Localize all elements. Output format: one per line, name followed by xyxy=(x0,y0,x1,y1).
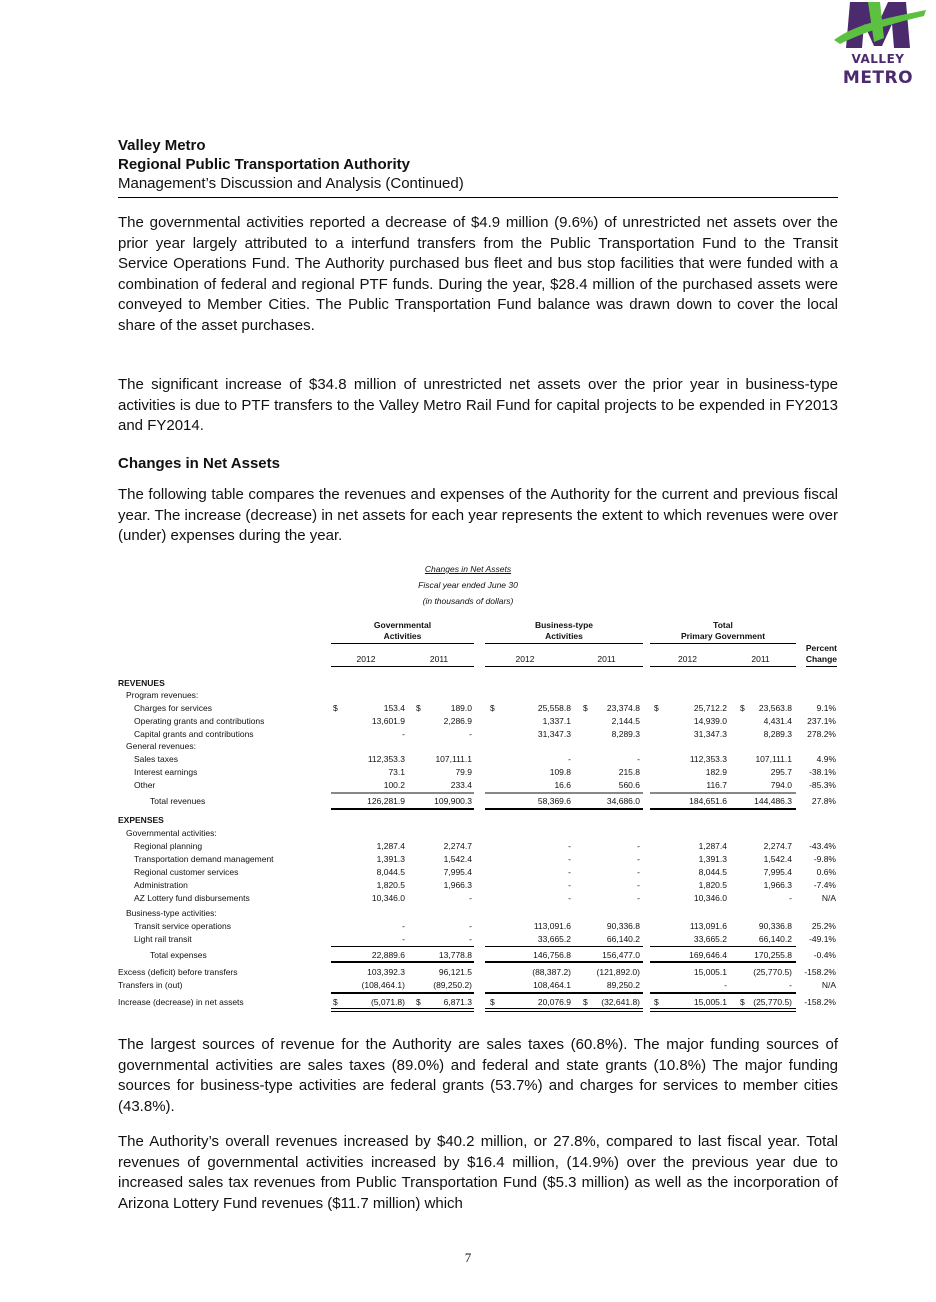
logo-valley-text: VALLEY xyxy=(851,52,905,66)
col-group-business-line2: Activities xyxy=(545,631,583,641)
cell-pct: 4.9% xyxy=(816,754,836,764)
dollar-sign: $ xyxy=(654,703,659,713)
cell-g11: 7,995.4 xyxy=(443,867,472,877)
rule xyxy=(331,946,474,947)
cell-g11: - xyxy=(469,934,472,944)
cell-b12: 108,464.1 xyxy=(533,980,571,990)
cell-t11: 107,111.1 xyxy=(755,754,792,764)
cell-g11: 6,871.3 xyxy=(443,997,472,1007)
cell-g12: 10,346.0 xyxy=(371,893,405,903)
cell-g12: 22,889.6 xyxy=(371,950,405,960)
cell-pct: -158.2% xyxy=(804,997,836,1007)
col-percent: Percent xyxy=(805,643,837,653)
cell-g12: 1,391.3 xyxy=(376,854,405,864)
dollar-sign: $ xyxy=(490,997,495,1007)
cell-t12: 14,939.0 xyxy=(693,716,727,726)
cell-t12: 182.9 xyxy=(705,767,727,777)
rule xyxy=(650,992,796,994)
year-tot-2012: 2012 xyxy=(678,654,697,664)
cell-b11: (121,892.0) xyxy=(596,967,640,977)
cell-t12: 1,287.4 xyxy=(698,841,727,851)
authority-name: Regional Public Transportation Authority xyxy=(118,156,410,173)
cell-t12: 184,651.6 xyxy=(689,796,727,806)
cell-b11: - xyxy=(637,754,640,764)
cell-b12: 109.8 xyxy=(549,767,571,777)
row-label: Capital grants and contributions xyxy=(134,729,254,739)
cell-b11: 8,289.3 xyxy=(611,729,640,739)
cell-g12: 8,044.5 xyxy=(376,867,405,877)
cell-b12: 1,337.1 xyxy=(542,716,571,726)
table-subtitle-units: (in thousands of dollars) xyxy=(422,596,514,606)
rule xyxy=(650,808,796,810)
cell-t11: 4,431.4 xyxy=(763,716,792,726)
rule xyxy=(485,1011,643,1012)
dollar-sign: $ xyxy=(416,703,421,713)
dollar-sign: $ xyxy=(333,703,338,713)
rule xyxy=(806,666,837,667)
rule xyxy=(650,643,796,644)
cell-b12: - xyxy=(568,841,571,851)
rule xyxy=(331,1008,474,1009)
cell-b12: 33,665.2 xyxy=(537,934,571,944)
cell-t11: (25,770.5) xyxy=(753,997,792,1007)
col-group-gov: Governmental xyxy=(373,620,432,630)
cell-t11: 2,274.7 xyxy=(763,841,792,851)
year-tot-2011: 2011 xyxy=(751,654,770,664)
cell-t11: 1,966.3 xyxy=(763,880,792,890)
table-title: Changes in Net Assets xyxy=(424,564,512,574)
row-label: AZ Lottery fund disbursements xyxy=(134,893,250,903)
cell-g12: - xyxy=(402,921,405,931)
cell-g11: 2,274.7 xyxy=(443,841,472,851)
row-label: Transit service operations xyxy=(134,921,232,931)
year-bus-2011: 2011 xyxy=(597,654,616,664)
cell-g12: 103,392.3 xyxy=(367,967,405,977)
row-label: Interest earnings xyxy=(134,767,198,777)
row-label: Sales taxes xyxy=(134,754,178,764)
cell-g11: 109,900.3 xyxy=(434,796,472,806)
cell-t12: 33,665.2 xyxy=(693,934,727,944)
paragraph-governmental-decrease: The governmental activities reported a decrease of $4.9 million (9.6%) of unrestricted net assets over the prior year largely attributed to a interfund transfers from the Public Transportation Fund to the Transit Service Operations Fund. The Authority purchased bus fleet and bus stop facilities that were funded with a combination of federal and regional PTF funds. During the year, $28.4 million of the purchased assets were conveyed to Member Cities. The Public Transportation Fund balance was drawn down to cover the local share of the asset purchases. xyxy=(118,214,838,334)
paragraph-business-increase: The significant increase of $34.8 million of unrestricted net assets over the prior year in business-type activities is due to PTF transfers to the Valley Metro Rail Fund for capital projects to be expended in FY2013 and FY2014. xyxy=(118,376,838,434)
dollar-sign: $ xyxy=(416,997,421,1007)
dollar-sign: $ xyxy=(740,703,745,713)
rule xyxy=(485,992,643,994)
row-label: Total revenues xyxy=(150,796,206,806)
cell-t11: 144,486.3 xyxy=(754,796,792,806)
metro-m-icon xyxy=(828,2,928,52)
row-label: Charges for services xyxy=(134,703,212,713)
cell-b11: 215.8 xyxy=(618,767,640,777)
col-percent-line2: Change xyxy=(805,654,837,664)
cell-t12: 169,646.4 xyxy=(689,950,727,960)
cell-g12: 112,353.3 xyxy=(367,754,405,764)
cell-g11: 79.9 xyxy=(455,767,472,777)
cell-g12: 153.4 xyxy=(383,703,405,713)
cell-pct: -7.4% xyxy=(813,880,836,890)
cell-pct: 27.8% xyxy=(811,796,836,806)
cell-b11: 560.6 xyxy=(618,780,640,790)
cell-pct: -9.8% xyxy=(813,854,836,864)
section-heading: Changes in Net Assets xyxy=(118,455,280,472)
cell-g12: 100.2 xyxy=(383,780,405,790)
cell-b11: - xyxy=(637,854,640,864)
dollar-sign: $ xyxy=(740,997,745,1007)
rule xyxy=(485,666,643,667)
cell-g11: - xyxy=(469,893,472,903)
dollar-sign: $ xyxy=(654,997,659,1007)
cell-g12: 1,287.4 xyxy=(376,841,405,851)
page-number: 7 xyxy=(464,1250,472,1265)
row-label: Regional planning xyxy=(134,841,203,851)
cell-pct: 237.1% xyxy=(807,716,836,726)
rule xyxy=(650,961,796,963)
rule xyxy=(331,992,474,994)
cell-g12: 73.1 xyxy=(388,767,405,777)
year-bus-2012: 2012 xyxy=(515,654,535,664)
year-gov-2011: 2011 xyxy=(429,654,449,664)
cell-g11: (89,250.2) xyxy=(433,980,472,990)
dollar-sign: $ xyxy=(583,997,588,1007)
row-label: Transfers in (out) xyxy=(118,980,183,990)
header-divider xyxy=(118,197,838,198)
logo-metro-text: METRO xyxy=(842,68,914,88)
rule xyxy=(331,961,474,963)
row-label: Operating grants and contributions xyxy=(134,716,265,726)
cell-t11: - xyxy=(789,893,792,903)
cell-t12: 15,005.1 xyxy=(693,997,727,1007)
cell-t12: 25,712.2 xyxy=(693,703,727,713)
cell-g11: 96,121.5 xyxy=(438,967,472,977)
rule xyxy=(485,1008,643,1009)
cell-t12: 113,091.6 xyxy=(689,921,727,931)
cell-b11: 156,477.0 xyxy=(602,950,640,960)
cell-t12: 1,391.3 xyxy=(698,854,727,864)
rule xyxy=(331,808,474,810)
cell-pct: 0.6% xyxy=(816,867,836,877)
cell-t12: 8,044.5 xyxy=(698,867,727,877)
dollar-sign: $ xyxy=(333,997,338,1007)
cell-pct: -43.4% xyxy=(809,841,836,851)
row-label: Transportation demand management xyxy=(134,854,274,864)
cell-g11: - xyxy=(469,729,472,739)
cell-b12: 58,369.6 xyxy=(537,796,571,806)
cell-b11: - xyxy=(637,893,640,903)
cell-pct: 278.2% xyxy=(807,729,836,739)
cell-t12: - xyxy=(724,980,727,990)
cell-t11: - xyxy=(789,980,792,990)
col-group-total-line2: Primary Government xyxy=(680,631,766,641)
cell-b11: 23,374.8 xyxy=(606,703,640,713)
cell-t11: 1,542.4 xyxy=(763,854,792,864)
cell-b11: 34,686.0 xyxy=(606,796,640,806)
row-label: Other xyxy=(134,780,156,790)
cell-t11: (25,770.5) xyxy=(753,967,792,977)
row-label: Light rail transit xyxy=(134,934,192,944)
rule xyxy=(650,792,796,794)
cell-b12: 31,347.3 xyxy=(537,729,571,739)
cell-b12: - xyxy=(568,880,571,890)
section-expenses: EXPENSES xyxy=(118,815,164,825)
rule xyxy=(650,1011,796,1012)
cell-b12: 146,756.8 xyxy=(533,950,571,960)
cell-b11: 2,144.5 xyxy=(611,716,640,726)
cell-b12: 20,076.9 xyxy=(537,997,571,1007)
cell-b11: - xyxy=(637,841,640,851)
cell-pct: -49.1% xyxy=(809,934,836,944)
subsection-gov-activities: Governmental activities: xyxy=(126,828,217,838)
cell-t11: 23,563.8 xyxy=(758,703,792,713)
cell-g11: 2,286.9 xyxy=(443,716,472,726)
cell-pct: 9.1% xyxy=(816,703,836,713)
cell-g12: 1,820.5 xyxy=(376,880,405,890)
cell-t12: 10,346.0 xyxy=(693,893,727,903)
cell-g11: 1,542.4 xyxy=(443,854,472,864)
cell-g11: 233.4 xyxy=(450,780,472,790)
cell-b12: - xyxy=(568,867,571,877)
cell-g11: 107,111.1 xyxy=(435,754,472,764)
row-label: Increase (decrease) in net assets xyxy=(118,997,244,1007)
rule xyxy=(485,808,643,810)
cell-t11: 295.7 xyxy=(770,767,792,777)
paragraph-table-intro: The following table compares the revenues and expenses of the Authority for the current and previous fiscal year. The increase (decrease) in net assets for each year represents the extent to which revenues were over (under) expenses during the year. xyxy=(118,486,838,544)
cell-g12: (108,464.1) xyxy=(361,980,405,990)
cell-b11: - xyxy=(637,880,640,890)
rule xyxy=(331,643,474,644)
cell-t12: 15,005.1 xyxy=(693,967,727,977)
cell-pct: -0.4% xyxy=(813,950,836,960)
col-group-total: Total xyxy=(713,620,733,630)
cell-pct: -158.2% xyxy=(804,967,836,977)
subsection-program-revenues: Program revenues: xyxy=(126,690,199,700)
cell-b11: 66,140.2 xyxy=(606,934,640,944)
document-subtitle: Management’s Discussion and Analysis (Continued) xyxy=(118,175,464,192)
cell-pct: N/A xyxy=(821,980,836,990)
row-label: Excess (deficit) before transfers xyxy=(118,967,238,977)
cell-pct: N/A xyxy=(821,893,836,903)
cell-g11: 1,966.3 xyxy=(443,880,472,890)
col-group-business: Business-type xyxy=(534,620,594,630)
rule xyxy=(485,643,643,644)
cell-t11: 170,255.8 xyxy=(754,950,792,960)
table-subtitle-fiscal-year: Fiscal year ended June 30 xyxy=(418,580,518,590)
subsection-bus-activities: Business-type activities: xyxy=(126,908,217,918)
cell-t11: 794.0 xyxy=(770,780,792,790)
row-label: Total expenses xyxy=(150,950,207,960)
cell-t12: 116.7 xyxy=(706,780,727,790)
cell-pct: 25.2% xyxy=(811,921,836,931)
rule xyxy=(485,946,643,947)
cell-b12: - xyxy=(568,893,571,903)
row-label: Administration xyxy=(134,880,188,890)
year-gov-2012: 2012 xyxy=(356,654,376,664)
rule xyxy=(331,666,474,667)
col-group-gov-line2: Activities xyxy=(383,631,422,641)
cell-g12: (5,071.8) xyxy=(370,997,405,1007)
cell-g11: 189.0 xyxy=(450,703,472,713)
cell-pct: -85.3% xyxy=(809,780,836,790)
rule xyxy=(485,961,643,963)
cell-pct: -38.1% xyxy=(809,767,836,777)
cell-g12: - xyxy=(402,934,405,944)
cell-t11: 8,289.3 xyxy=(763,729,792,739)
cell-t12: 1,820.5 xyxy=(698,880,727,890)
cell-g12: 126,281.9 xyxy=(367,796,405,806)
cell-t11: 66,140.2 xyxy=(758,934,792,944)
cell-b12: 25,558.8 xyxy=(537,703,571,713)
rule xyxy=(331,792,474,794)
dollar-sign: $ xyxy=(583,703,588,713)
dollar-sign: $ xyxy=(490,703,495,713)
cell-t11: 7,995.4 xyxy=(763,867,792,877)
cell-g11: - xyxy=(469,921,472,931)
cell-b11: - xyxy=(637,867,640,877)
cell-b11: 89,250.2 xyxy=(606,980,640,990)
cell-b12: - xyxy=(568,754,571,764)
paragraph-overall-revenues: The Authority’s overall revenues increased by $40.2 million, or 27.8%, compared to last fiscal year. Total revenues of governmental activities increased by $16.4 million, (14.9%) over the previous year due to increased sales tax revenues from Public Transportation Fund ($5.3 million) as well as the incorporation of Arizona Lottery Fund revenues ($11.7 million) which xyxy=(118,1133,838,1212)
subsection-general-revenues: General revenues: xyxy=(126,741,196,751)
page-header xyxy=(118,136,838,193)
cell-b11: 90,336.8 xyxy=(606,921,640,931)
cell-b12: - xyxy=(568,854,571,864)
cell-b12: 113,091.6 xyxy=(533,921,571,931)
cell-b11: (32,641.8) xyxy=(601,997,640,1007)
org-name: Valley Metro xyxy=(118,137,206,154)
section-revenues: REVENUES xyxy=(118,678,165,688)
cell-g12: - xyxy=(402,729,405,739)
cell-t11: 90,336.8 xyxy=(758,921,792,931)
rule xyxy=(650,946,796,947)
cell-g11: 13,778.8 xyxy=(438,950,472,960)
cell-t12: 112,353.3 xyxy=(689,754,727,764)
cell-g12: 13,601.9 xyxy=(371,716,405,726)
cell-b12: (88,387.2) xyxy=(532,967,571,977)
cell-b12: 16.6 xyxy=(554,780,571,790)
row-label: Regional customer services xyxy=(134,867,239,877)
paragraph-revenue-sources: The largest sources of revenue for the Authority are sales taxes (60.8%). The major funding sources of governmental activities are sales taxes (89.0%) and federal and state grants (10.8%) The major funding sources for business-type activities are federal grants (53.7%) and charges for services to member cities (43.8%). xyxy=(118,1036,838,1115)
rule xyxy=(650,666,796,667)
rule xyxy=(650,1008,796,1009)
rule xyxy=(331,1011,474,1012)
valley-metro-logo xyxy=(828,2,928,94)
rule xyxy=(485,792,643,794)
cell-t12: 31,347.3 xyxy=(693,729,727,739)
